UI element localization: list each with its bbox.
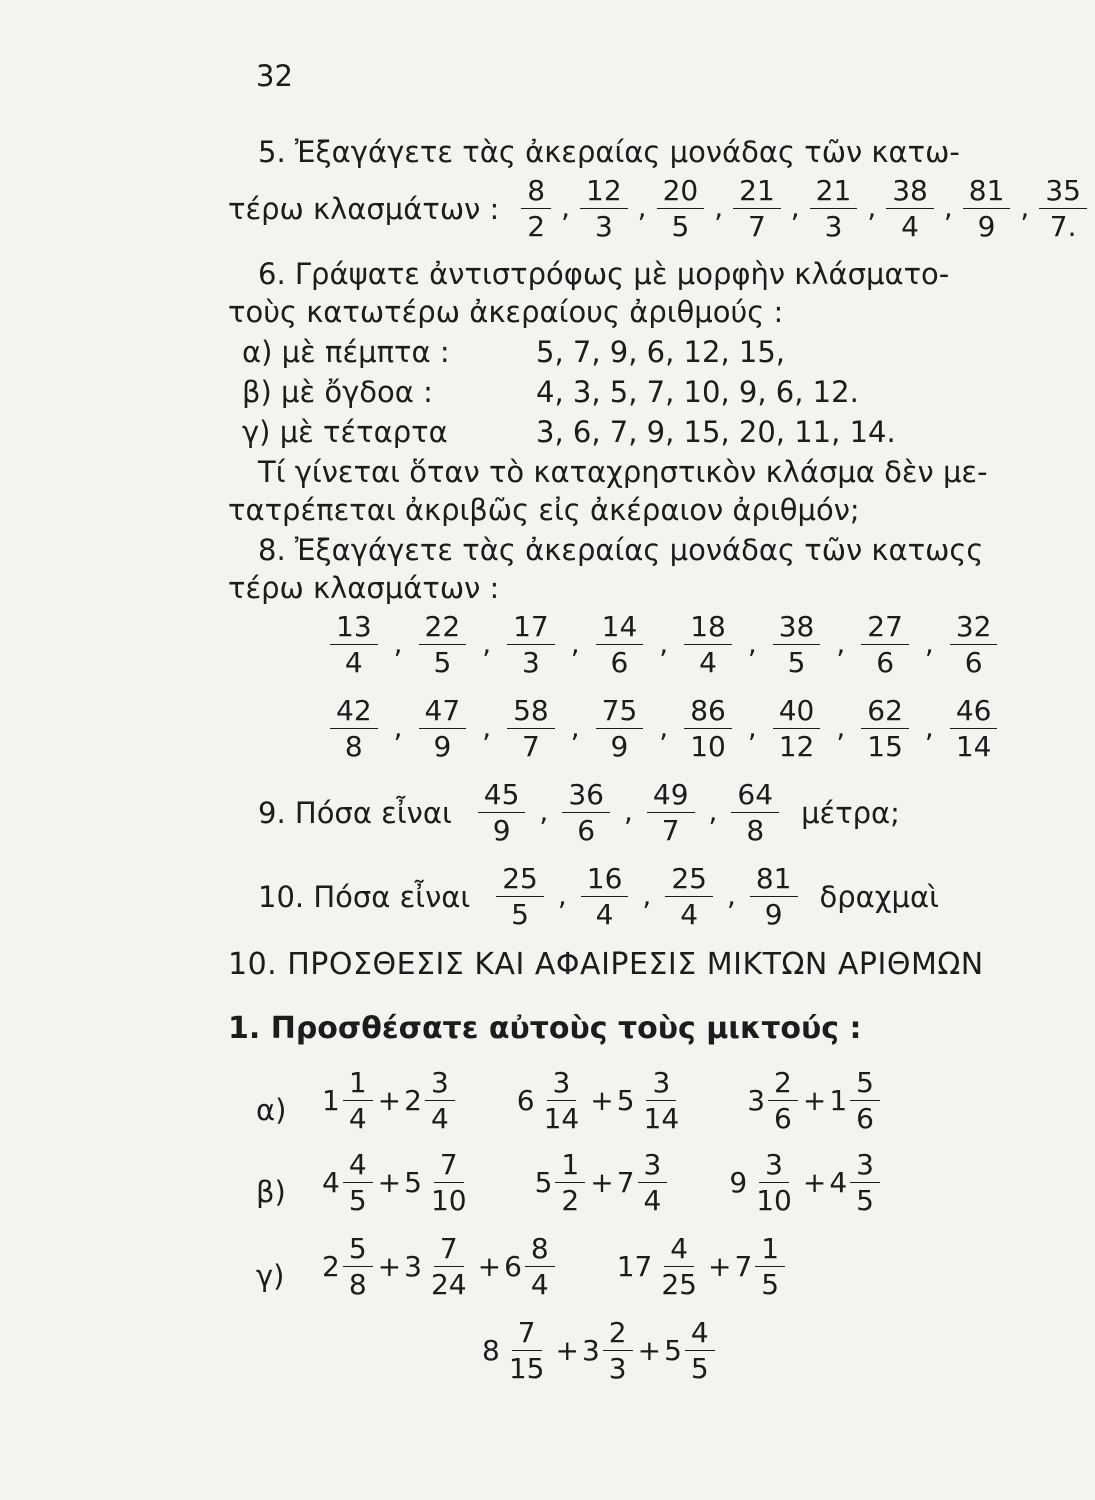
fraction-denominator: 4 [901, 210, 919, 244]
fraction-numerator: 75 [596, 696, 644, 729]
fraction-denominator: 6 [774, 1102, 792, 1136]
page-number: 32 [256, 59, 293, 93]
ex9-label: 9. Πόσα εἶναι [258, 795, 452, 830]
fraction [581, 864, 629, 930]
fraction-numerator: 20 [657, 176, 705, 209]
ex6-a-values: 5, 7, 9, 6, 12, 15, [536, 335, 786, 369]
fraction-denominator: 6 [577, 814, 596, 848]
mixed-whole: 5 [664, 1334, 682, 1368]
fraction-denominator: 3 [824, 210, 843, 244]
fraction-denominator: 6 [964, 646, 983, 680]
fraction-denominator: 5 [348, 1184, 367, 1218]
mixed-fraction [425, 1150, 473, 1216]
ex10-fraction-list [484, 864, 809, 930]
fraction-denominator: 4 [680, 898, 699, 932]
fraction [950, 696, 998, 762]
fraction-numerator: 3 [759, 1150, 789, 1183]
mixed-fraction [850, 1150, 880, 1216]
fraction [330, 612, 378, 678]
mixed-fraction [425, 1068, 455, 1134]
mixed-whole: 6 [516, 1084, 535, 1118]
mixed-fraction [768, 1068, 798, 1134]
mixed-whole: 2 [322, 1250, 340, 1284]
fraction-numerator: 3 [425, 1068, 455, 1101]
fraction [963, 176, 1011, 242]
mixed-whole: 9 [729, 1166, 748, 1200]
fraction-numerator: 62 [861, 696, 909, 729]
fraction-denominator: 7 [748, 210, 766, 244]
fraction-numerator: 14 [596, 612, 644, 645]
ex8-line1: 8. Ἐξαγάγετε τὰς ἀκεραίας μονάδας τῶν κατωςς [258, 533, 984, 567]
fraction [330, 696, 378, 762]
plus-sign: + [377, 1084, 402, 1118]
fraction-denominator: 5 [761, 1268, 780, 1302]
fraction [773, 612, 821, 678]
section-ex1-title: 1. Προσθέσατε αὐτοὺς τοὺς μικτούς : [228, 1011, 862, 1046]
comma-separator: , [790, 190, 800, 224]
fraction-numerator: 86 [684, 696, 732, 729]
comma-separator: , [659, 710, 669, 744]
fraction-numerator: 25 [665, 864, 713, 897]
mixed-sum [322, 1234, 557, 1300]
mixed-fraction [525, 1234, 555, 1300]
fraction-denominator: 9 [764, 898, 783, 932]
comma-separator: , [714, 190, 724, 224]
mixed-fraction [538, 1068, 586, 1134]
fraction-denominator: 4 [344, 646, 363, 680]
fraction-numerator: 7 [512, 1318, 542, 1351]
comma-separator: , [747, 710, 757, 744]
mixed-whole: 3 [404, 1250, 422, 1284]
fraction-denominator: 14 [955, 730, 992, 764]
fraction [478, 780, 526, 846]
plus-sign: + [802, 1166, 827, 1200]
fraction-numerator: 58 [507, 696, 555, 729]
mixed-row-c-label: γ) [256, 1259, 285, 1293]
fraction-denominator: 24 [430, 1268, 467, 1302]
comma-separator: , [642, 878, 652, 912]
mixed-whole: 8 [482, 1334, 500, 1368]
plus-sign: + [802, 1084, 827, 1118]
mixed-row-a-label: α) [256, 1093, 287, 1127]
fraction-denominator: 5 [856, 1184, 874, 1218]
fraction-numerator: 3 [547, 1068, 577, 1101]
fraction-numerator: 22 [419, 612, 467, 645]
comma-separator: , [570, 626, 580, 660]
ex8-fraction-row-2 [316, 696, 1011, 762]
fraction-numerator: 32 [950, 612, 998, 645]
fraction-numerator: 4 [343, 1150, 373, 1183]
fraction-denominator: 10 [756, 1184, 792, 1218]
ex5-row [228, 176, 1095, 242]
mixed-fraction [755, 1234, 785, 1300]
fraction-numerator: 7 [434, 1150, 464, 1183]
fraction-denominator: 10 [430, 1184, 467, 1218]
mixed-sum [729, 1150, 882, 1216]
mixed-whole: 7 [616, 1166, 635, 1200]
fraction [580, 176, 628, 242]
fraction [861, 696, 909, 762]
plus-sign: + [590, 1166, 614, 1200]
ex9-fraction-list [466, 780, 791, 846]
fraction-denominator: 7 [661, 814, 680, 848]
fraction-numerator: 8 [525, 1234, 555, 1267]
fraction-numerator: 18 [684, 612, 732, 645]
fraction [810, 176, 858, 242]
ex8-fraction-row-1 [316, 612, 1011, 678]
mixed-whole: 3 [747, 1084, 766, 1118]
mixed-whole: 1 [322, 1084, 340, 1118]
comma-separator: , [747, 626, 757, 660]
comma-separator: , [867, 190, 877, 224]
fraction-denominator: 12 [778, 730, 815, 764]
mixed-sum [322, 1150, 475, 1216]
fraction [733, 176, 781, 242]
fraction-denominator: 2 [527, 210, 546, 244]
mixed-row-c [322, 1234, 847, 1300]
mixed-sum [517, 1068, 687, 1134]
fraction-numerator: 36 [562, 780, 610, 813]
ex6-c-label: γ) μὲ τέταρτα [242, 415, 448, 449]
mixed-fraction [750, 1150, 798, 1216]
mixed-whole: 4 [829, 1166, 848, 1200]
mixed-row-b-label: β) [256, 1175, 286, 1209]
fraction-denominator: 8 [344, 730, 363, 764]
mixed-row-b [322, 1150, 942, 1216]
fraction [665, 864, 713, 930]
comma-separator: , [561, 190, 571, 224]
fraction-numerator: 81 [750, 864, 798, 897]
fraction-numerator: 5 [850, 1068, 880, 1101]
fraction-denominator: 4 [699, 646, 717, 680]
fraction-denominator: 5 [671, 210, 690, 244]
fraction [507, 696, 555, 762]
mixed-whole: 6 [504, 1250, 522, 1284]
fraction-denominator: 5 [787, 646, 806, 680]
fraction [750, 864, 798, 930]
fraction-denominator: 6 [856, 1102, 874, 1136]
fraction-numerator: 81 [963, 176, 1011, 209]
fraction-numerator: 64 [731, 780, 779, 813]
plus-sign: + [477, 1250, 502, 1284]
plus-sign: + [555, 1334, 579, 1368]
comma-separator: , [659, 626, 669, 660]
ex6-a-label: α) μὲ πέμπτα : [242, 335, 450, 369]
fraction-numerator: 38 [886, 176, 934, 209]
fraction-denominator: 9 [433, 730, 452, 764]
comma-separator: , [836, 626, 846, 660]
ex6-b-label: β) μὲ ὄγδοα : [242, 375, 433, 409]
fraction-denominator: 10 [690, 730, 726, 764]
fraction-numerator: 3 [638, 1150, 668, 1183]
mixed-sum [617, 1234, 787, 1300]
comma-separator: , [924, 710, 934, 744]
fraction [507, 612, 555, 678]
fraction-denominator: 5 [433, 646, 452, 680]
fraction [419, 612, 467, 678]
ex6-b-values: 4, 3, 5, 7, 10, 9, 6, 12. [536, 375, 859, 409]
fraction-numerator: 4 [685, 1318, 715, 1351]
fraction-numerator: 25 [496, 864, 544, 897]
mixed-fraction [603, 1318, 633, 1384]
fraction-numerator: 21 [810, 176, 858, 209]
fraction [419, 696, 467, 762]
mixed-fraction [343, 1068, 373, 1134]
mixed-whole: 5 [404, 1166, 422, 1200]
fraction [1039, 176, 1087, 242]
fraction-numerator: 21 [733, 176, 781, 209]
mixed-sum [747, 1068, 882, 1134]
mixed-fraction [638, 1150, 668, 1216]
comma-separator: , [557, 878, 567, 912]
mixed-fraction [638, 1068, 686, 1134]
mixed-fraction [555, 1150, 585, 1216]
mixed-whole: 5 [534, 1166, 553, 1200]
fraction-numerator: 46 [950, 696, 998, 729]
mixed-whole: 3 [581, 1334, 600, 1368]
fraction [521, 176, 551, 242]
fraction-denominator: 3 [522, 646, 540, 680]
comma-separator: , [482, 710, 492, 744]
fraction-numerator: 47 [419, 696, 467, 729]
fraction-numerator: 42 [330, 696, 378, 729]
ex9-suffix: μέτρα; [801, 795, 900, 830]
fraction-denominator: 15 [867, 730, 903, 764]
comma-separator: , [570, 710, 580, 744]
fraction-denominator: 9 [977, 210, 996, 244]
mixed-sum [535, 1150, 670, 1216]
fraction-denominator: 14 [543, 1102, 580, 1136]
ex10-row [258, 864, 939, 930]
fraction-numerator: 7 [434, 1234, 464, 1267]
fraction-denominator: 14 [643, 1102, 680, 1136]
fraction-denominator: 9 [610, 730, 629, 764]
fraction-numerator: 38 [773, 612, 821, 645]
fraction-denominator: 8 [746, 814, 765, 848]
fraction-denominator: 25 [661, 1268, 697, 1302]
ex5-line1: 5. Ἐξαγάγετε τὰς ἀκεραίας μονάδας τῶν κατω- [258, 135, 960, 169]
fraction [950, 612, 998, 678]
comma-separator: , [1020, 190, 1030, 224]
mixed-whole: 2 [404, 1084, 422, 1118]
fraction-numerator: 4 [664, 1234, 694, 1267]
fraction [596, 612, 644, 678]
ex10-suffix: δραχμαὶ [819, 879, 939, 914]
fraction-numerator: 1 [755, 1234, 785, 1267]
mixed-row-a [322, 1068, 942, 1134]
fraction [647, 780, 695, 846]
fraction-numerator: 27 [861, 612, 909, 645]
fraction [657, 176, 705, 242]
fraction-denominator: 3 [594, 210, 613, 244]
comma-separator: , [623, 794, 633, 828]
mixed-row-d [482, 1318, 731, 1384]
mixed-whole: 4 [322, 1166, 340, 1200]
plus-sign: + [590, 1084, 614, 1118]
ex8-line2: τέρω κλασμάτων : [228, 571, 500, 605]
mixed-sum [482, 1318, 717, 1384]
mixed-fraction [655, 1234, 703, 1300]
mixed-fraction [343, 1234, 373, 1300]
comma-separator: , [482, 626, 492, 660]
fraction-numerator: 8 [521, 176, 551, 209]
ex7-line2: τατρέπεται ἀκριβῶς εἰς ἀκέραιον ἀριθμόν; [228, 493, 860, 527]
fraction [731, 780, 779, 846]
fraction-denominator: 4 [643, 1184, 662, 1218]
mixed-fraction [685, 1318, 715, 1384]
fraction-denominator: 4 [430, 1102, 449, 1136]
fraction-denominator: 7. [1049, 210, 1077, 244]
plus-sign: + [708, 1250, 732, 1284]
fraction-numerator: 45 [478, 780, 526, 813]
plus-sign: + [637, 1334, 662, 1368]
fraction-numerator: 2 [603, 1318, 633, 1351]
fraction-numerator: 1 [555, 1150, 585, 1183]
fraction-denominator: 15 [508, 1352, 545, 1386]
comma-separator: , [708, 794, 718, 828]
mixed-whole: 1 [829, 1084, 848, 1118]
fraction-numerator: 13 [330, 612, 378, 645]
fraction-denominator: 8 [348, 1268, 367, 1302]
mixed-fraction [850, 1068, 880, 1134]
fraction-denominator: 6 [876, 646, 895, 680]
fraction-numerator: 40 [773, 696, 821, 729]
comma-separator: , [393, 710, 403, 744]
fraction-numerator: 2 [768, 1068, 798, 1101]
fraction-denominator: 3 [608, 1352, 627, 1386]
ex5-fraction-list [513, 176, 1095, 242]
comma-separator: , [943, 190, 953, 224]
fraction-numerator: 35 [1039, 176, 1087, 209]
fraction-denominator: 4 [530, 1268, 549, 1302]
plus-sign: + [377, 1166, 402, 1200]
fraction [596, 696, 644, 762]
fraction [861, 612, 909, 678]
mixed-whole: 5 [616, 1084, 635, 1118]
ex10-label: 10. Πόσα εἶναι [258, 879, 471, 914]
comma-separator: , [836, 710, 846, 744]
ex9-row [258, 780, 900, 846]
mixed-fraction [425, 1234, 473, 1300]
fraction [684, 612, 732, 678]
fraction [886, 176, 934, 242]
fraction-numerator: 12 [580, 176, 628, 209]
fraction-numerator: 3 [850, 1150, 880, 1183]
fraction-denominator: 5 [690, 1352, 709, 1386]
comma-separator: , [637, 190, 647, 224]
ex6-line1: 6. Γράψατε ἀντιστρόφως μὲ μορφὴν κλάσματο- [258, 257, 950, 291]
fraction-denominator: 7 [522, 730, 540, 764]
comma-separator: , [726, 878, 736, 912]
mixed-whole: 7 [734, 1250, 753, 1284]
fraction-numerator: 1 [343, 1068, 373, 1101]
ex5-label: τέρω κλασμάτων : [228, 191, 500, 226]
mixed-whole: 17 [616, 1250, 653, 1284]
fraction-numerator: 49 [647, 780, 695, 813]
fraction-denominator: 5 [511, 898, 529, 932]
fraction-numerator: 17 [507, 612, 555, 645]
fraction-denominator: 6 [610, 646, 629, 680]
fraction [684, 696, 732, 762]
ex6-line2: τοὺς κατωτέρω ἀκεραίους ἀριθμούς : [228, 295, 784, 329]
mixed-sum [322, 1068, 457, 1134]
ex6-c-values: 3, 6, 7, 9, 15, 20, 11, 14. [536, 415, 896, 449]
fraction [773, 696, 821, 762]
fraction-numerator: 5 [343, 1234, 373, 1267]
fraction-denominator: 9 [492, 814, 511, 848]
fraction [496, 864, 544, 930]
fraction-denominator: 4 [595, 898, 614, 932]
fraction-numerator: 16 [581, 864, 629, 897]
fraction-numerator: 3 [646, 1068, 676, 1101]
mixed-fraction [503, 1318, 551, 1384]
ex7-line1: Τί γίνεται ὅταν τὸ καταχρηστικὸν κλάσμα δὲν με- [258, 455, 988, 489]
fraction-denominator: 2 [561, 1184, 580, 1218]
mixed-fraction [343, 1150, 373, 1216]
section-title: 10. ΠΡΟΣΘΕΣΙΣ ΚΑΙ ΑΦΑΙΡΕΣΙΣ ΜΙΚΤΩΝ ΑΡΙΘΜΩΝ [228, 947, 984, 982]
comma-separator: , [924, 626, 934, 660]
comma-separator: , [393, 626, 403, 660]
fraction [562, 780, 610, 846]
fraction-denominator: 4 [348, 1102, 367, 1136]
comma-separator: , [539, 794, 549, 828]
plus-sign: + [377, 1250, 402, 1284]
